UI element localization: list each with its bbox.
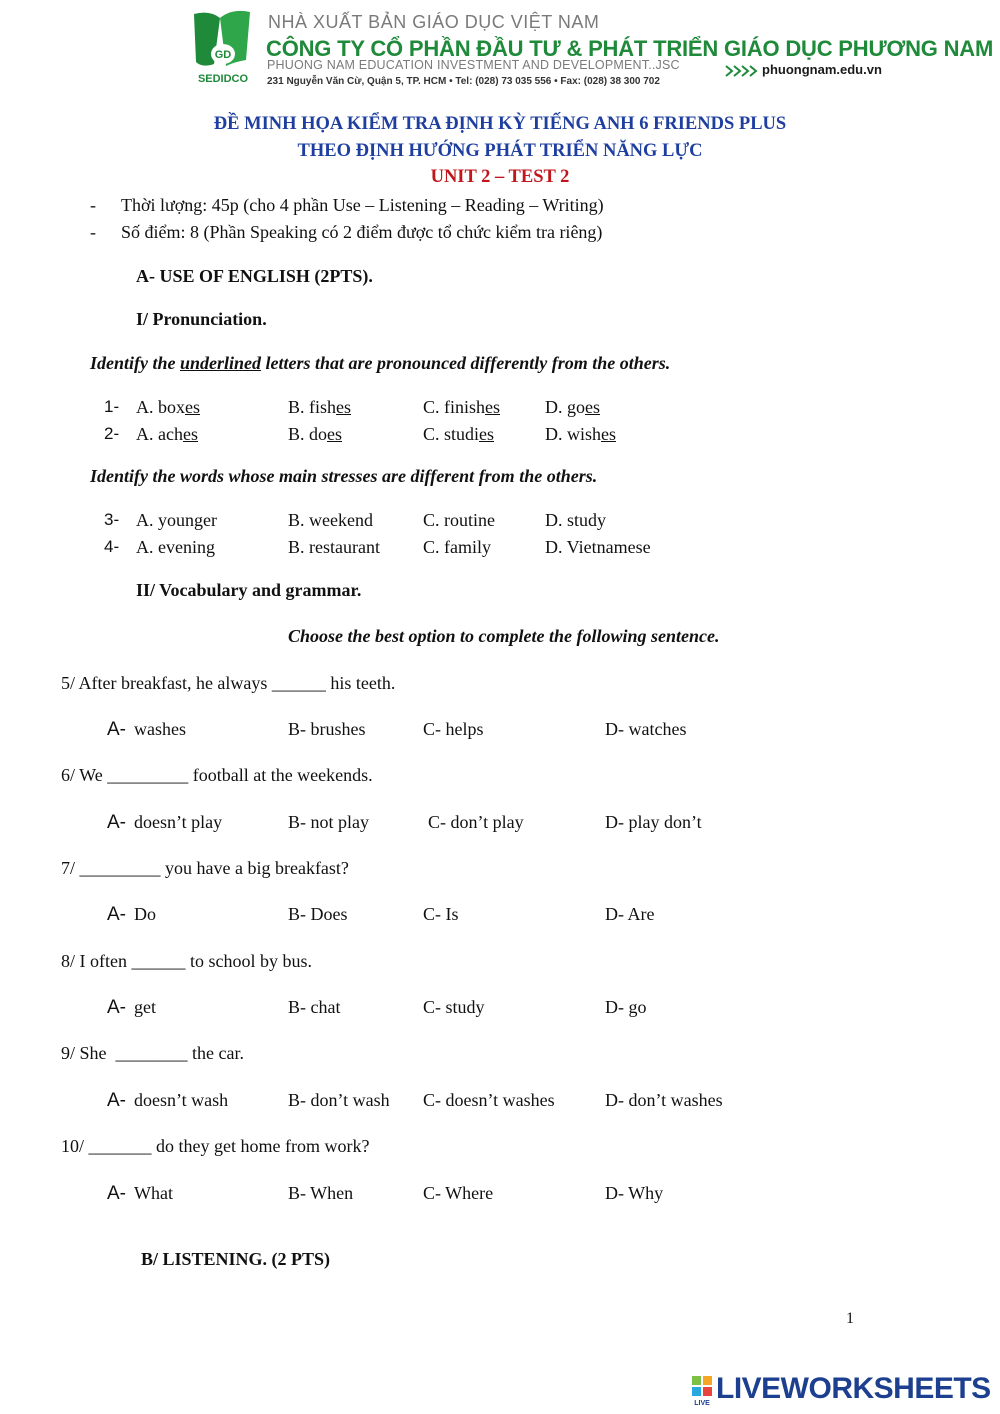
- option-b[interactable]: B- chat: [288, 997, 341, 1017]
- option-a[interactable]: A. younger: [136, 510, 217, 530]
- option-c[interactable]: C. studies: [423, 424, 495, 444]
- bullet-dash: -: [90, 195, 96, 215]
- logo-icon-letters: LIVE: [694, 1400, 710, 1406]
- points-info: Số điểm: 8 (Phần Speaking có 2 điểm được tổ chức kiểm tra riêng): [121, 222, 603, 242]
- question-number: 2-: [104, 424, 120, 443]
- option-d[interactable]: D- Are: [605, 904, 655, 924]
- exam-subtitle: THEO ĐỊNH HƯỚNG PHÁT TRIỂN NĂNG LỰC: [297, 141, 703, 161]
- section-b-heading: B/ LISTENING. (2 PTS): [141, 1249, 331, 1269]
- question-5: 5/ After breakfast, he always ______ his teeth.: [61, 673, 396, 693]
- question-10: 10/ _______ do they get home from work?: [61, 1136, 370, 1156]
- section-a-heading: A- USE OF ENGLISH (2PTS).: [136, 266, 373, 286]
- option-d[interactable]: D- play don’t: [605, 812, 702, 832]
- vocabulary-heading: II/ Vocabulary and grammar.: [136, 580, 362, 600]
- question-6: 6/ We _________ football at the weekends.: [61, 765, 373, 785]
- option-b[interactable]: B- Does: [288, 904, 348, 924]
- company-name-english: PHUONG NAM EDUCATION INVESTMENT AND DEVELOPMENT..JSC: [267, 58, 680, 72]
- logo-label: SEDIDCO: [197, 73, 249, 85]
- question-number: 1-: [104, 397, 120, 416]
- page-number: 1: [846, 1310, 854, 1327]
- company-website: phuongnam.edu.vn: [762, 62, 882, 77]
- unit-test-label: UNIT 2 – TEST 2: [430, 167, 570, 187]
- option-d[interactable]: D. Vietnamese: [545, 537, 651, 557]
- option-d[interactable]: D- go: [605, 997, 647, 1017]
- option-b[interactable]: B- not play: [288, 812, 369, 832]
- liveworksheets-logo-icon: [690, 1374, 714, 1406]
- option-d[interactable]: D- watches: [605, 719, 687, 739]
- option-a[interactable]: A- Do: [107, 904, 156, 925]
- instruction-stress: Identify the words whose main stresses are different from the others.: [90, 466, 598, 486]
- question-8: 8/ I often ______ to school by bus.: [61, 951, 312, 971]
- company-name: CÔNG TY CỔ PHẦN ĐẦU TƯ & PHÁT TRIỂN GIÁO DỤC PHƯƠNG NAM: [266, 36, 994, 61]
- publisher-name: NHÀ XUẤT BẢN GIÁO DỤC VIỆT NAM: [268, 12, 600, 32]
- option-d[interactable]: D. study: [545, 510, 607, 530]
- option-d[interactable]: D- don’t washes: [605, 1090, 723, 1110]
- sedidco-logo: [190, 8, 256, 86]
- option-c[interactable]: C. family: [423, 537, 491, 557]
- option-a[interactable]: A. boxes: [136, 397, 200, 417]
- option-b[interactable]: B- don’t wash: [288, 1090, 390, 1110]
- question-number: 4-: [104, 537, 120, 556]
- option-d[interactable]: D. goes: [545, 397, 600, 417]
- pronunciation-heading: I/ Pronunciation.: [136, 309, 267, 329]
- option-c[interactable]: C- Is: [423, 904, 459, 924]
- option-d[interactable]: D- Why: [605, 1183, 664, 1203]
- exam-title: ĐỀ MINH HỌA KIỂM TRA ĐỊNH KỲ TIẾNG ANH 6 FRIENDS PLUS: [213, 114, 787, 134]
- question-7: 7/ _________ you have a big breakfast?: [61, 858, 349, 878]
- option-c[interactable]: C- study: [423, 997, 485, 1017]
- option-a[interactable]: A. evening: [136, 537, 215, 557]
- question-number: 3-: [104, 510, 120, 529]
- option-c[interactable]: C- don’t play: [428, 812, 524, 832]
- option-c[interactable]: C- Where: [423, 1183, 494, 1203]
- option-d[interactable]: D. wishes: [545, 424, 617, 444]
- option-a[interactable]: A. aches: [136, 424, 198, 444]
- duration-info: Thời lượng: 45p (cho 4 phần Use – Listening – Reading – Writing): [121, 195, 604, 215]
- option-b[interactable]: B. does: [288, 424, 343, 444]
- liveworksheets-brand: LIVEWORKSHEETS: [716, 1372, 991, 1405]
- option-a[interactable]: A- doesn’t play: [107, 812, 223, 833]
- option-a[interactable]: A- washes: [107, 719, 186, 740]
- option-b[interactable]: B- When: [288, 1183, 354, 1203]
- option-b[interactable]: B. restaurant: [288, 537, 380, 557]
- question-9: 9/ She ________ the car.: [61, 1043, 244, 1063]
- chevrons-icon: [724, 64, 760, 78]
- option-a[interactable]: A- What: [107, 1183, 173, 1204]
- option-c[interactable]: C. finishes: [423, 397, 501, 417]
- option-c[interactable]: C- helps: [423, 719, 484, 739]
- option-b[interactable]: B. fishes: [288, 397, 352, 417]
- logo-mark-text: GD: [214, 49, 232, 61]
- bullet-dash: -: [90, 222, 96, 242]
- option-a[interactable]: A- doesn’t wash: [107, 1090, 229, 1111]
- company-address: 231 Nguyễn Văn Cừ, Quận 5, TP. HCM • Tel: (028) 73 035 556 • Fax: (028) 38 300 702: [267, 76, 660, 87]
- option-b[interactable]: B- brushes: [288, 719, 366, 739]
- instruction-underlined: Identify the underlined letters that are pronounced differently from the others.: [90, 353, 671, 373]
- option-c[interactable]: C- doesn’t washes: [423, 1090, 555, 1110]
- option-c[interactable]: C. routine: [423, 510, 495, 530]
- option-b[interactable]: B. weekend: [288, 510, 373, 530]
- option-a[interactable]: A- get: [107, 997, 156, 1018]
- instruction-choose: Choose the best option to complete the following sentence.: [288, 626, 720, 646]
